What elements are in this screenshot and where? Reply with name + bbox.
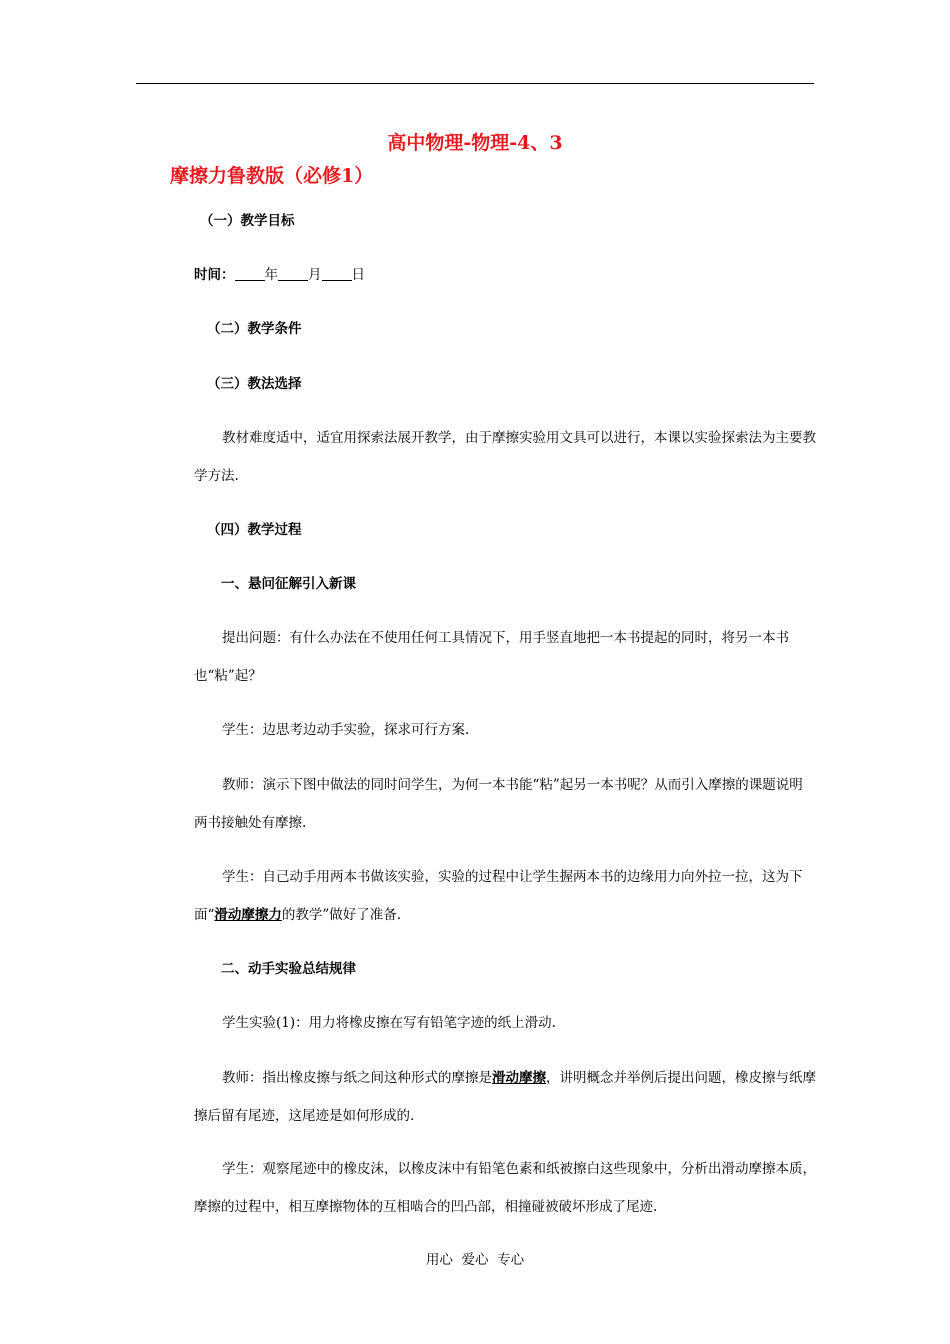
section-heading-goals: （一）教学目标 xyxy=(200,213,295,229)
page-footer: 用心 爱心 专心 xyxy=(425,1252,525,1268)
year-label: 年 xyxy=(264,267,278,283)
term-sliding-friction: 滑动摩擦 xyxy=(492,1070,546,1086)
step-heading-experiment: 二、动手实验总结规律 xyxy=(221,961,356,977)
paragraph-teacher-2 xyxy=(194,1059,816,1135)
month-label: 月 xyxy=(308,267,322,283)
document-subtitle: 摩擦力鲁教版（必修1） xyxy=(170,165,374,187)
paragraph-experiment-1: 学生实验(1)：用力将橡皮擦在写有铅笔字迹的纸上滑动. xyxy=(222,1015,556,1031)
section-heading-process: （四）教学过程 xyxy=(207,522,302,538)
step-heading-intro: 一、悬问征解引入新课 xyxy=(221,576,356,592)
paragraph-student-3: 学生：观察尾迹中的橡皮沫，以橡皮沫中有铅笔色素和纸被擦白这些现象中，分析出滑动摩擦本质，摩擦的过程中，相互摩擦物体的互相啮合的凹凸部，相撞碰被破坏形成了尾迹. xyxy=(194,1161,816,1215)
paragraph-teacher-1: 教师：演示下图中做法的同时问学生，为何一本书能“粘”起另一本书呢？从而引入摩擦的课题说明两书接触处有摩擦. xyxy=(194,777,803,831)
paragraph-student-1: 学生：边思考边动手实验，探求可行方案. xyxy=(222,722,470,738)
paragraph-method: 教材难度适中，适宜用探索法展开教学，由于摩擦实验用文具可以进行，本课以实验探索法为主要教学方法. xyxy=(194,430,816,484)
year-blank xyxy=(235,266,265,281)
day-label: 日 xyxy=(351,267,365,283)
paragraph-student-2-text-a: 学生：自己动手用两本书做该实验，实验的过程中让学生握两本书的边缘用力向外拉一拉，这为下面“ xyxy=(194,869,803,923)
day-blank xyxy=(322,266,352,281)
section-heading-conditions: （二）教学条件 xyxy=(207,321,302,337)
time-label: 时间： xyxy=(194,267,235,283)
term-sliding-friction-force: 滑动摩擦力 xyxy=(214,907,282,923)
document-title: 高中物理-物理-4、3 xyxy=(387,132,563,154)
paragraph-teacher-2-text-a: 教师：指出橡皮擦与纸之间这种形式的摩擦是 xyxy=(222,1070,492,1086)
month-blank xyxy=(278,266,308,281)
paragraph-student-2 xyxy=(194,858,816,934)
paragraph-student-2-text-b: 的教学”做好了准备. xyxy=(281,907,402,923)
paragraph-teacher-2-text-b: ，讲明概念并举例后提出问题，橡皮擦与纸摩擦后留有尾迹，这尾迹是如何形成的. xyxy=(194,1070,816,1124)
section-heading-methods: （三）教法选择 xyxy=(207,376,302,392)
header-rule xyxy=(136,83,814,84)
time-line xyxy=(194,265,365,285)
paragraph-question: 提出问题：有什么办法在不使用任何工具情况下，用手竖直地把一本书提起的同时，将另一本书也“粘”起？ xyxy=(194,630,789,684)
